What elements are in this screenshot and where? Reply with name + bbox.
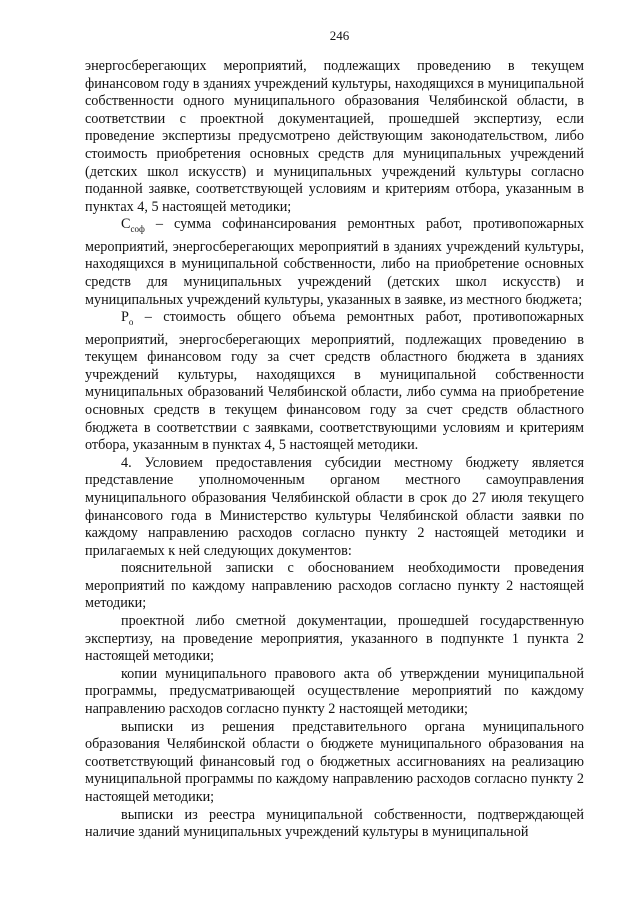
page-number: 246: [329, 28, 350, 43]
paragraph-total-cost-definition: $Р_о$ – стоимость общего объема ремонтных работ, противопожарных мероприятий, энергосберегающих мероприятий, подлежащих проведению в текущем финансовом году за счет средств областного бюджета в зданиях учреждений культуры, находящихся в муниципальной собственности муниципальных образований Челябинской области, либо сумма на приобретение основных средств в текущем финансовом году за счет средств областного бюджета в соответствии с заявками, соответствующими условиям и критериям отбора, указанным в пунктах 4, 5 настоящей методики.: [85, 309, 584, 454]
list-item-municipal-act-copy: копии муниципального правового акта об утверждении муниципальной программы, предусматривающей осуществление мероприятий по каждому направлению расходов согласно пункту 2 настоящей методики;: [85, 665, 584, 718]
paragraph-clause-4: 4. Условием предоставления субсидии местному бюджету является представление уполномоченным органом местного самоуправления муниципального образования Челябинской области в срок до 27 июля текущего финансового года в Министерство культуры Челябинской области заявки по каждому направлению расходов согласно пункту 2 настоящей методики и прилагаемых к ней следующих документов:: [85, 454, 584, 559]
document-body: [85, 58, 584, 842]
list-item-property-register-extract: выписки из реестра муниципальной собственности, подтверждающей наличие зданий муниципальных учреждений культуры в муниципальной: [85, 806, 584, 841]
symbol-p-o: $Р_о$: [121, 309, 134, 327]
symbol-c-sof: $С_{соф}$: [121, 216, 145, 235]
list-item-budget-decision-extract: выписки из решения представительного органа муниципального образования Челябинской области о бюджете муниципального образования на соответствующий финансовый год о бюджетных ассигнованиях на реализацию муниципальной программы по каждому направлению расходов согласно пункту 2 настоящей методики;: [85, 718, 584, 805]
paragraph-cofinancing-definition: $С_{соф}$ – сумма софинансирования ремонтных работ, противопожарных мероприятий, энергосберегающих мероприятий в зданиях учреждений культуры, находящихся в муниципальной собственности, либо на приобретение основных средств для муниципальных учреждений (детских школ искусств) и муниципальных учреждений культуры, указанных в заявке, из местного бюджета;: [85, 216, 584, 308]
list-item-explanatory-note: пояснительной записки с обоснованием необходимости проведения мероприятий по каждому направлению расходов согласно пункту 2 настоящей методики;: [85, 560, 584, 612]
list-item-project-documentation: проектной либо сметной документации, прошедшей государственную экспертизу, на проведение мероприятия, указанного в подпункте 1 пункта 2 настоящей методики;: [85, 613, 584, 665]
paragraph-energy-saving: энергосберегающих мероприятий, подлежащих проведению в текущем финансовом году в зданиях учреждений культуры, находящихся в муниципальной собственности одного муниципального образования Челябинской области, в соответствии с проектной документацией, прошедшей экспертизу, если проведение экспертизы предусмотрено действующим законодательством, либо стоимость приобретения основных средств для муниципальных учреждений (детских школ искусств) и муниципальных учреждений культуры согласно поданной заявке, соответствующей условиям и критериям отбора, указанным в пунктах 4, 5 настоящей методики;: [85, 58, 584, 215]
